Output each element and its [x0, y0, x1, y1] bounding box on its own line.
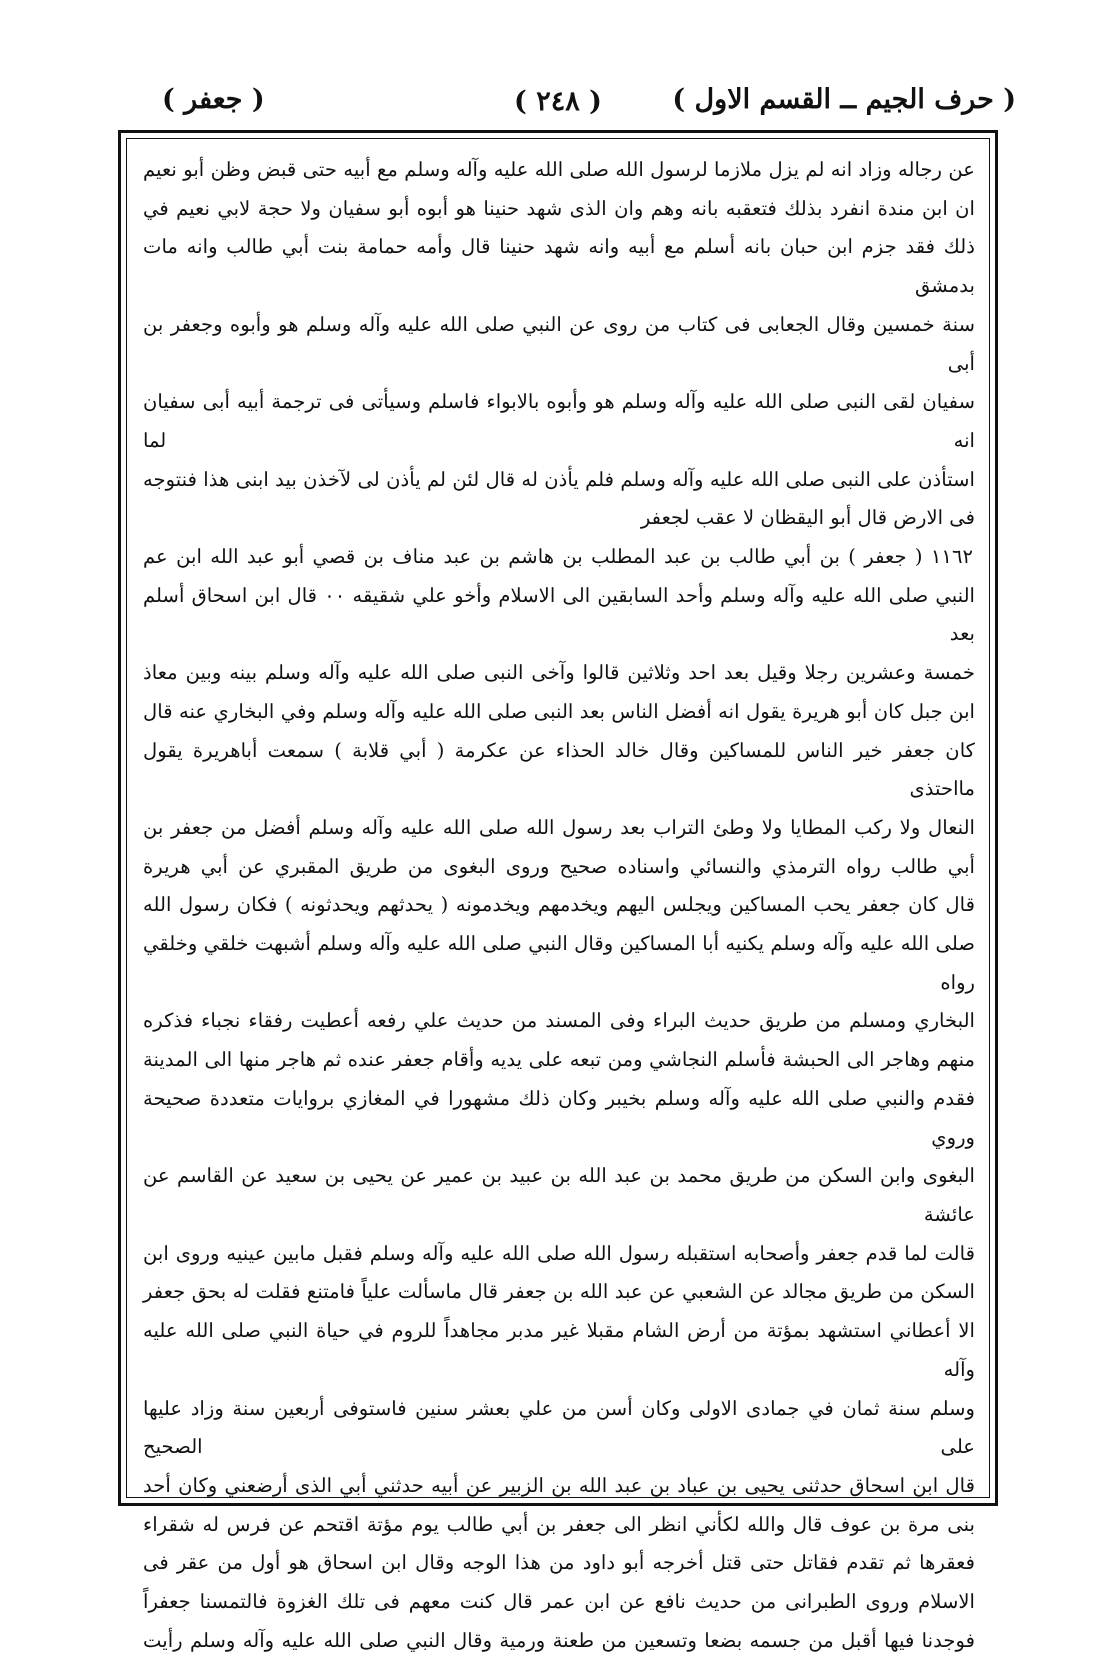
text-line: صلى الله عليه وآله وسلم يكنيه أبا المساكين وقال النبي صلى الله عليه وآله وسلم أشبهت خلقي وخلقي رواه [143, 932, 975, 994]
page-number: ( ٢٤٨ ) [514, 86, 602, 117]
body-text [143, 151, 975, 1652]
text-line: كان جعفر خير الناس للمساكين وقال خالد الحذاء عن عكرمة ( أبي قلابة ) سمعت أباهريرة يقول مااحتذى [143, 738, 975, 801]
text-line: بنى مرة بن عوف قال والله لكأني انظر الى جعفر بن أبي طالب يوم مؤتة اقتحم عن فرس له شقراء [143, 1512, 975, 1536]
text-line: ابن جبل كان أبو هريرة يقول انه أفضل الناس بعد النبى صلى الله عليه وآله وسلم وفي البخاري عنه قال [143, 699, 975, 723]
text-line: البغوى وابن السكن من طريق محمد بن عبد الله بن عبيد بن عمير عن يحيى بن سعيد عن القاسم عن عائشة [143, 1164, 975, 1226]
text-line: الا أعطاني استشهد بمؤتة من أرض الشام مقبلا غير مدبر مجاهداً للروم في حياة النبي صلى الله عليه وآله [143, 1319, 975, 1381]
text-line: البخاري ومسلم من طريق حديث البراء وفى المسند من حديث علي رفعه أعطيت رفقاء نجباء فذكره [143, 1009, 975, 1033]
entry-heading-line: ١١٦٢ ( جعفر ) بن أبي طالب بن عبد المطلب بن هاشم بن عبد مناف بن قصي أبو عبد الله ابن عم [143, 545, 973, 569]
text-line: خمسة وعشرين رجلا وقيل بعد احد وثلاثين قالوا وآخى النبى صلى الله عليه وآله وسلم بينه وبين معاذ [143, 661, 975, 685]
text-line: قالت لما قدم جعفر وأصحابه استقبله رسول الله صلى الله عليه وآله وسلم فقبل مابين عينيه وروى ابن [143, 1241, 975, 1265]
text-line: فى الارض قال أبو اليقظان لا عقب لجعفر [640, 506, 975, 530]
text-line: النبي صلى الله عليه وآله وسلم وأحد السابقين الى الاسلام وأخو علي شقيقه ٠٠ قال ابن اسحاق أسلم بعد [143, 583, 975, 646]
text-line: منهم وهاجر الى الحبشة فأسلم النجاشي ومن تبعه على يديه وأقام جعفر عنده ثم هاجر منها الى المدينة [143, 1048, 975, 1072]
page-border [118, 130, 998, 1652]
text-line: ذلك فقد جزم ابن حبان بانه أسلم مع أبيه وانه شهد حنينا قال وأمه حمامة بنت أبي طالب وانه مات بدمشق [143, 235, 975, 298]
text-line: قال كان جعفر يحب المساكين ويجلس اليهم ويخدمهم ويخدمونه ( يحدثهم ويحدثونه ) فكان رسول الله [143, 893, 975, 917]
text-line: فقدم والنبي صلى الله عليه وآله وسلم بخيبر وكان ذلك مشهورا في المغازي بروايات متعددة صحيحة وروي [143, 1086, 975, 1149]
text-line: قال ابن اسحاق حدثنى يحيى بن عباد بن عبد الله بن الزبير عن أبيه حدثني أبي الذى أرضعني وكان أحد [143, 1473, 975, 1497]
header-section-title: ( حرف الجيم ــ القسم الاول ) [672, 84, 1016, 115]
page-header [118, 78, 1016, 128]
text-line: وسلم سنة ثمان في جمادى الاولى وكان أسن من علي بعشر سنين فاستوفى أربعين سنة وزاد عليها على الصحيح [143, 1396, 975, 1459]
text-line: سفيان لقى النبى صلى الله عليه وآله وسلم هو وأبوه بالابواء فاسلم وسيأتى فى ترجمة أبيه أبى سفيان انه لما [143, 390, 975, 452]
text-line: استأذن على النبى صلى الله عليه وآله وسلم فلم يأذن له قال لئن لم يأذن لى لآخذن بيد ابنى هذا فنتوجه [143, 467, 975, 491]
text-line: الاسلام وروى الطبرانى من حديث نافع عن ابن عمر قال كنت معهم فى تلك الغزوة فالتمسنا جعفراً [143, 1590, 975, 1614]
inner-border [126, 138, 990, 1652]
text-line: سنة خمسين وقال الجعابى فى كتاب من روى عن النبي صلى الله عليه وآله وسلم هو وأبوه وجعفر بن أبى [143, 312, 975, 375]
text-line: فوجدنا فيها أقبل من جسمه بضعا وتسعين من طعنة ورمية وقال النبي صلى الله عليه وآله وسلم رأيت [143, 1628, 975, 1652]
header-entry-name: ( جعفر ) [162, 84, 265, 115]
text-line: السكن من طريق مجالد عن الشعبي عن عبد الله بن جعفر قال ماسألت علياً فامتنع فقلت له بحق جعفر [143, 1280, 975, 1304]
text-line: أبي طالب رواه الترمذي والنسائي واسناده صحيح وروى البغوى من طريق المقبري عن أبي هريرة [143, 854, 975, 878]
text-line: ان ابن مندة انفرد بذلك فتعقبه بانه وهم وان الذى شهد حنينا هو أبوه أبو سفيان ولا حجة لابي نعيم في [143, 196, 975, 220]
text-line: فعقرها ثم تقدم فقاتل حتى قتل أخرجه أبو داود من هذا الوجه وقال ابن اسحاق هو أول من عقر فى [143, 1551, 975, 1575]
text-line: النعال ولا ركب المطايا ولا وطئ التراب بعد رسول الله صلى الله عليه وآله وسلم أفضل من جعفر بن [143, 815, 975, 839]
text-line: عن رجاله وزاد انه لم يزل ملازما لرسول الله صلى الله عليه وآله وسلم مع أبيه حتى قبض وظن أبو نعيم [143, 158, 975, 181]
